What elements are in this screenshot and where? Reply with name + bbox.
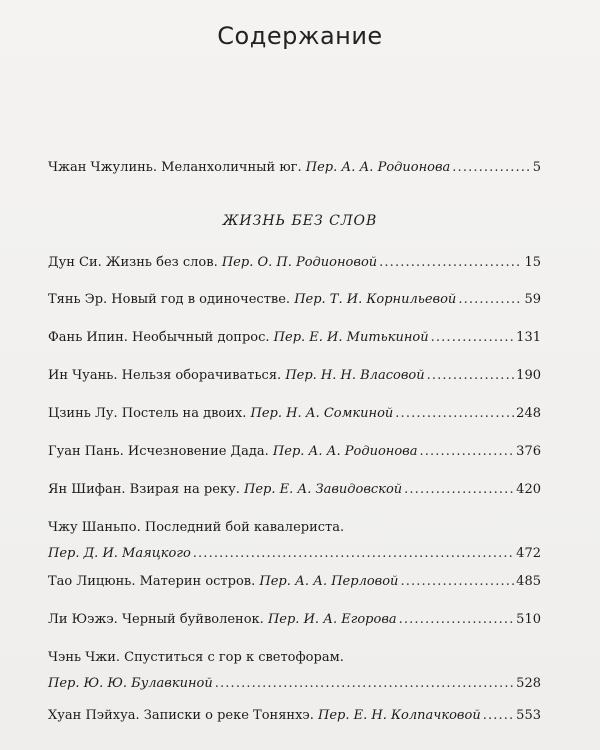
toc-translator: Пер. Е. И. Митькиной — [273, 330, 429, 345]
toc-entry — [48, 572, 541, 591]
dot-leader — [379, 253, 522, 272]
toc-author: Цзинь Лу. — [48, 406, 118, 421]
toc-translator: Пер. Т. И. Корнильевой — [294, 292, 457, 307]
toc-author: Чжан Чжулинь. — [48, 160, 158, 175]
toc-line — [48, 480, 541, 499]
toc-line — [48, 572, 541, 591]
toc-line — [48, 674, 541, 693]
toc-entry — [48, 706, 541, 725]
toc-entry — [48, 253, 541, 272]
toc-work: Спуститься с гор к светофорам. — [124, 650, 344, 665]
toc-page-number: 15 — [524, 255, 541, 270]
toc-author: Гуан Пань. — [48, 444, 124, 459]
toc-line — [48, 290, 541, 309]
dot-leader — [452, 158, 530, 177]
toc-author: Ли Юэжэ. — [48, 612, 118, 627]
toc-entry — [48, 518, 541, 563]
toc-author: Тао Лицюнь. — [48, 574, 136, 589]
toc-translator: Пер. Е. Н. Колпачковой — [317, 708, 481, 723]
toc-translator: Пер. А. А. Родионова — [272, 444, 418, 459]
toc-work: Материн остров. — [139, 574, 256, 589]
toc-line — [48, 648, 541, 667]
toc-translator: Пер. А. А. Перловой — [259, 574, 399, 589]
toc-page-number: 472 — [516, 546, 541, 561]
dot-leader — [399, 610, 515, 629]
toc-entry — [48, 404, 541, 423]
dot-leader — [193, 544, 514, 563]
toc-author: Чэнь Чжи. — [48, 650, 121, 665]
toc-line — [48, 366, 541, 385]
toc-translator: Пер. О. П. Родионовой — [221, 255, 378, 270]
toc-line — [48, 328, 541, 347]
toc-author: Фань Ипин. — [48, 330, 128, 345]
toc-line — [48, 706, 541, 725]
toc-entry — [48, 442, 541, 461]
toc-work: Исчезновение Дада. — [127, 444, 269, 459]
dot-leader — [431, 328, 515, 347]
toc-translator: Пер. И. А. Егорова — [267, 612, 397, 627]
toc-work: Записки о реке Тонянхэ. — [143, 708, 314, 723]
toc-work: Черный буйволенок. — [121, 612, 264, 627]
toc-author: Тянь Эр. — [48, 292, 108, 307]
page-title: Содержание — [217, 22, 383, 50]
toc-work: Последний бой кавалериста. — [144, 520, 345, 535]
toc-entry — [48, 610, 541, 629]
toc-author: Ян Шифан. — [48, 482, 126, 497]
toc-work: Постель на двоих. — [121, 406, 247, 421]
toc-line — [48, 158, 541, 177]
toc-page-number: 59 — [524, 292, 541, 307]
section-heading: ЖИЗНЬ БЕЗ СЛОВ — [222, 213, 378, 229]
toc-work: Взирая на реку. — [129, 482, 240, 497]
toc-page-number: 5 — [532, 160, 541, 175]
toc-author: Хуан Пэйхуа. — [48, 708, 140, 723]
toc-page-number: 510 — [516, 612, 541, 627]
toc-page-number: 420 — [516, 482, 541, 497]
toc-translator: Пер. А. А. Родионова — [305, 160, 451, 175]
toc-line — [48, 610, 541, 629]
toc-work: Новый год в одиночестве. — [111, 292, 291, 307]
dot-leader — [404, 480, 514, 499]
toc-page-number: 131 — [516, 330, 541, 345]
toc-translator: Пер. Д. И. Маяцкого — [48, 546, 191, 561]
toc-author: Чжу Шаньпо. — [48, 520, 141, 535]
toc-translator: Пер. Н. А. Сомкиной — [250, 406, 394, 421]
toc-page-number: 376 — [516, 444, 541, 459]
toc-translator: Пер. Н. Н. Власовой — [285, 368, 425, 383]
toc-translator: Пер. Ю. Ю. Булавкиной — [48, 676, 213, 691]
dot-leader — [483, 706, 514, 725]
toc-entry — [48, 328, 541, 347]
toc-author: Ин Чуань. — [48, 368, 118, 383]
toc-page-number: 528 — [516, 676, 541, 691]
toc-entry — [48, 648, 541, 693]
toc-line — [48, 253, 541, 272]
toc-translator: Пер. Е. А. Завидовской — [244, 482, 403, 497]
dot-leader — [395, 404, 514, 423]
toc-page-number: 248 — [516, 406, 541, 421]
toc-page-number: 485 — [516, 574, 541, 589]
toc-page-number: 190 — [516, 368, 541, 383]
toc-entry — [48, 290, 541, 309]
dot-leader — [427, 366, 515, 385]
toc-line — [48, 404, 541, 423]
toc-work: Необычный допрос. — [132, 330, 270, 345]
toc-line — [48, 442, 541, 461]
toc-line — [48, 544, 541, 563]
toc-entry — [48, 480, 541, 499]
toc-work: Жизнь без слов. — [105, 255, 218, 270]
dot-leader — [419, 442, 514, 461]
dot-leader — [215, 674, 514, 693]
toc-line — [48, 518, 541, 537]
dot-leader — [458, 290, 522, 309]
toc-page-number: 553 — [516, 708, 541, 723]
dot-leader — [400, 572, 514, 591]
toc-entry — [48, 158, 541, 177]
toc-work: Меланхоличный юг. — [161, 160, 302, 175]
toc-entry — [48, 366, 541, 385]
toc-work: Нельзя оборачиваться. — [121, 368, 282, 383]
toc-author: Дун Си. — [48, 255, 102, 270]
